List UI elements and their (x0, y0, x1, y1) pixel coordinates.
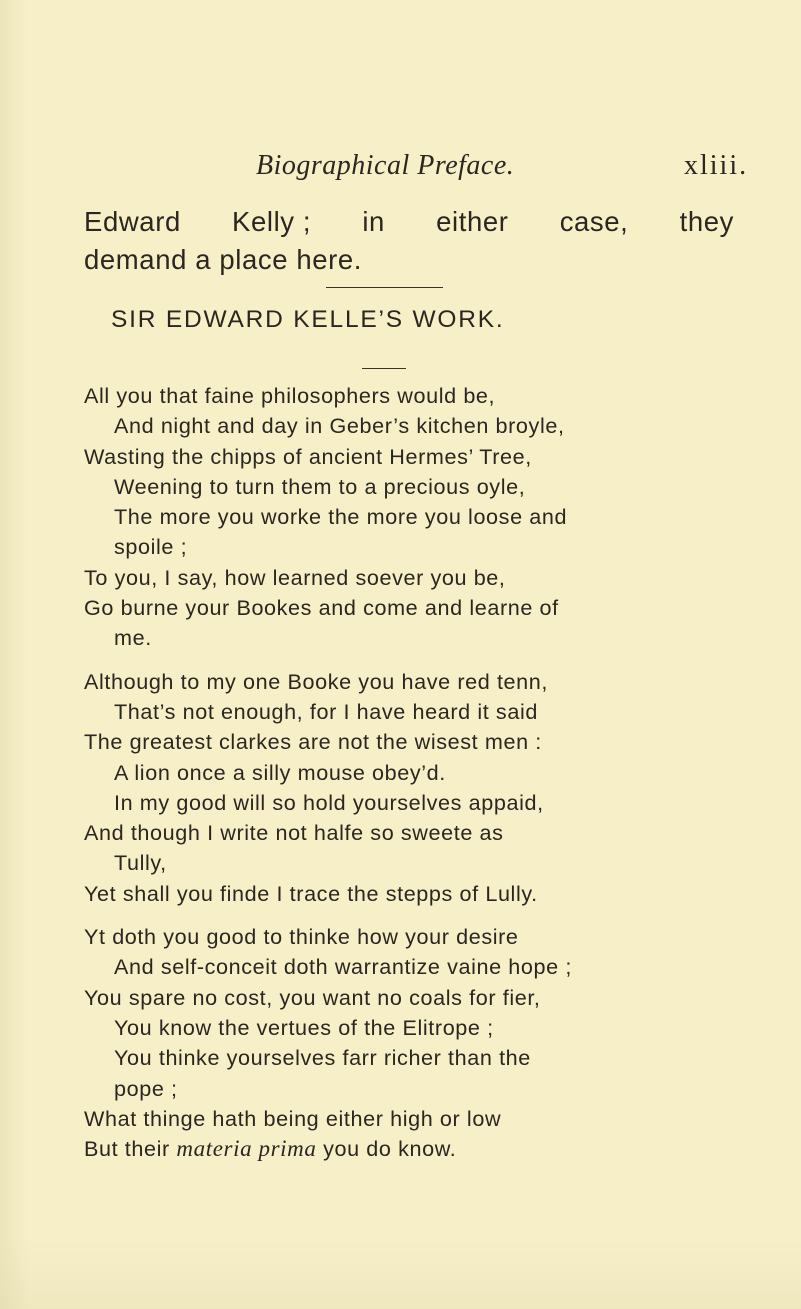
poem-line: To you, I say, how learned soever you be, (84, 564, 506, 590)
poem-line: Weening to turn them to a precious oyle, (114, 473, 526, 499)
poem-line: In my good will so hold yourselves appaid, (114, 789, 544, 815)
poem-line: You know the vertues of the Elitrope ; (114, 1014, 494, 1040)
poem-line: And though I write not halfe so sweete as (84, 820, 504, 846)
lead-word: Edward (84, 206, 181, 237)
italic-phrase: materia prima (176, 1136, 317, 1162)
running-head-title: Biographical Preface. (256, 150, 515, 181)
poem-line: Yt doth you good to thinke how your desire (84, 924, 519, 950)
poem-line-turnover: spoile ; (114, 534, 188, 560)
poem-line: And night and day in Geber’s kitchen broyle, (114, 413, 565, 439)
poem-line: What thinge hath being either high or low (84, 1105, 502, 1131)
divider-rule-bottom (362, 368, 406, 369)
lead-word: Kelly ; (232, 206, 312, 237)
poem-line-turnover: Tully, (114, 850, 167, 876)
poem-line: All you that faine philosophers would be, (84, 383, 496, 408)
poem-line: Yet shall you finde I trace the stepps of Lully. (84, 880, 538, 906)
divider-rule-top (326, 287, 443, 288)
poem (84, 381, 734, 1164)
poem-line: The more you worke the more you loose and (114, 504, 568, 530)
lead-paragraph (84, 203, 734, 279)
lead-word: either (436, 206, 509, 237)
section-heading: SIR EDWARD KELLE’S WORK. (111, 306, 505, 333)
poem-line: That’s not enough, for I have heard it said (114, 698, 538, 724)
running-head (0, 142, 801, 182)
poem-line: A lion once a silly mouse obey’d. (114, 759, 446, 785)
stanza-gap (84, 654, 734, 667)
lead-word: case, (559, 206, 629, 237)
poem-line: Wasting the chipps of ancient Hermes’ Tree, (84, 443, 532, 469)
poem-line-last (84, 1134, 734, 1164)
poem-line-turnover: pope ; (114, 1075, 178, 1101)
poem-line: You thinke yourselves farr richer than the (114, 1045, 531, 1071)
stanza-gap (84, 909, 734, 922)
poem-text: you do know. (316, 1136, 457, 1162)
poem-text: But their (84, 1136, 177, 1162)
poem-line: The greatest clarkes are not the wisest men : (84, 729, 542, 755)
poem-line-turnover: me. (114, 625, 152, 651)
lead-line-2: demand a place here. (84, 244, 363, 275)
poem-line: Although to my one Booke you have red tenn, (84, 668, 548, 694)
poem-line: You spare no cost, you want no coals for fier, (84, 984, 541, 1010)
lead-word: in (362, 206, 385, 237)
lead-word: they (679, 206, 734, 237)
lead-line-1 (84, 203, 734, 241)
poem-line: And self-conceit doth warrantize vaine hope ; (114, 954, 572, 980)
page-number: xliii. (684, 150, 749, 181)
poem-line: Go burne your Bookes and come and learne of (84, 595, 559, 621)
